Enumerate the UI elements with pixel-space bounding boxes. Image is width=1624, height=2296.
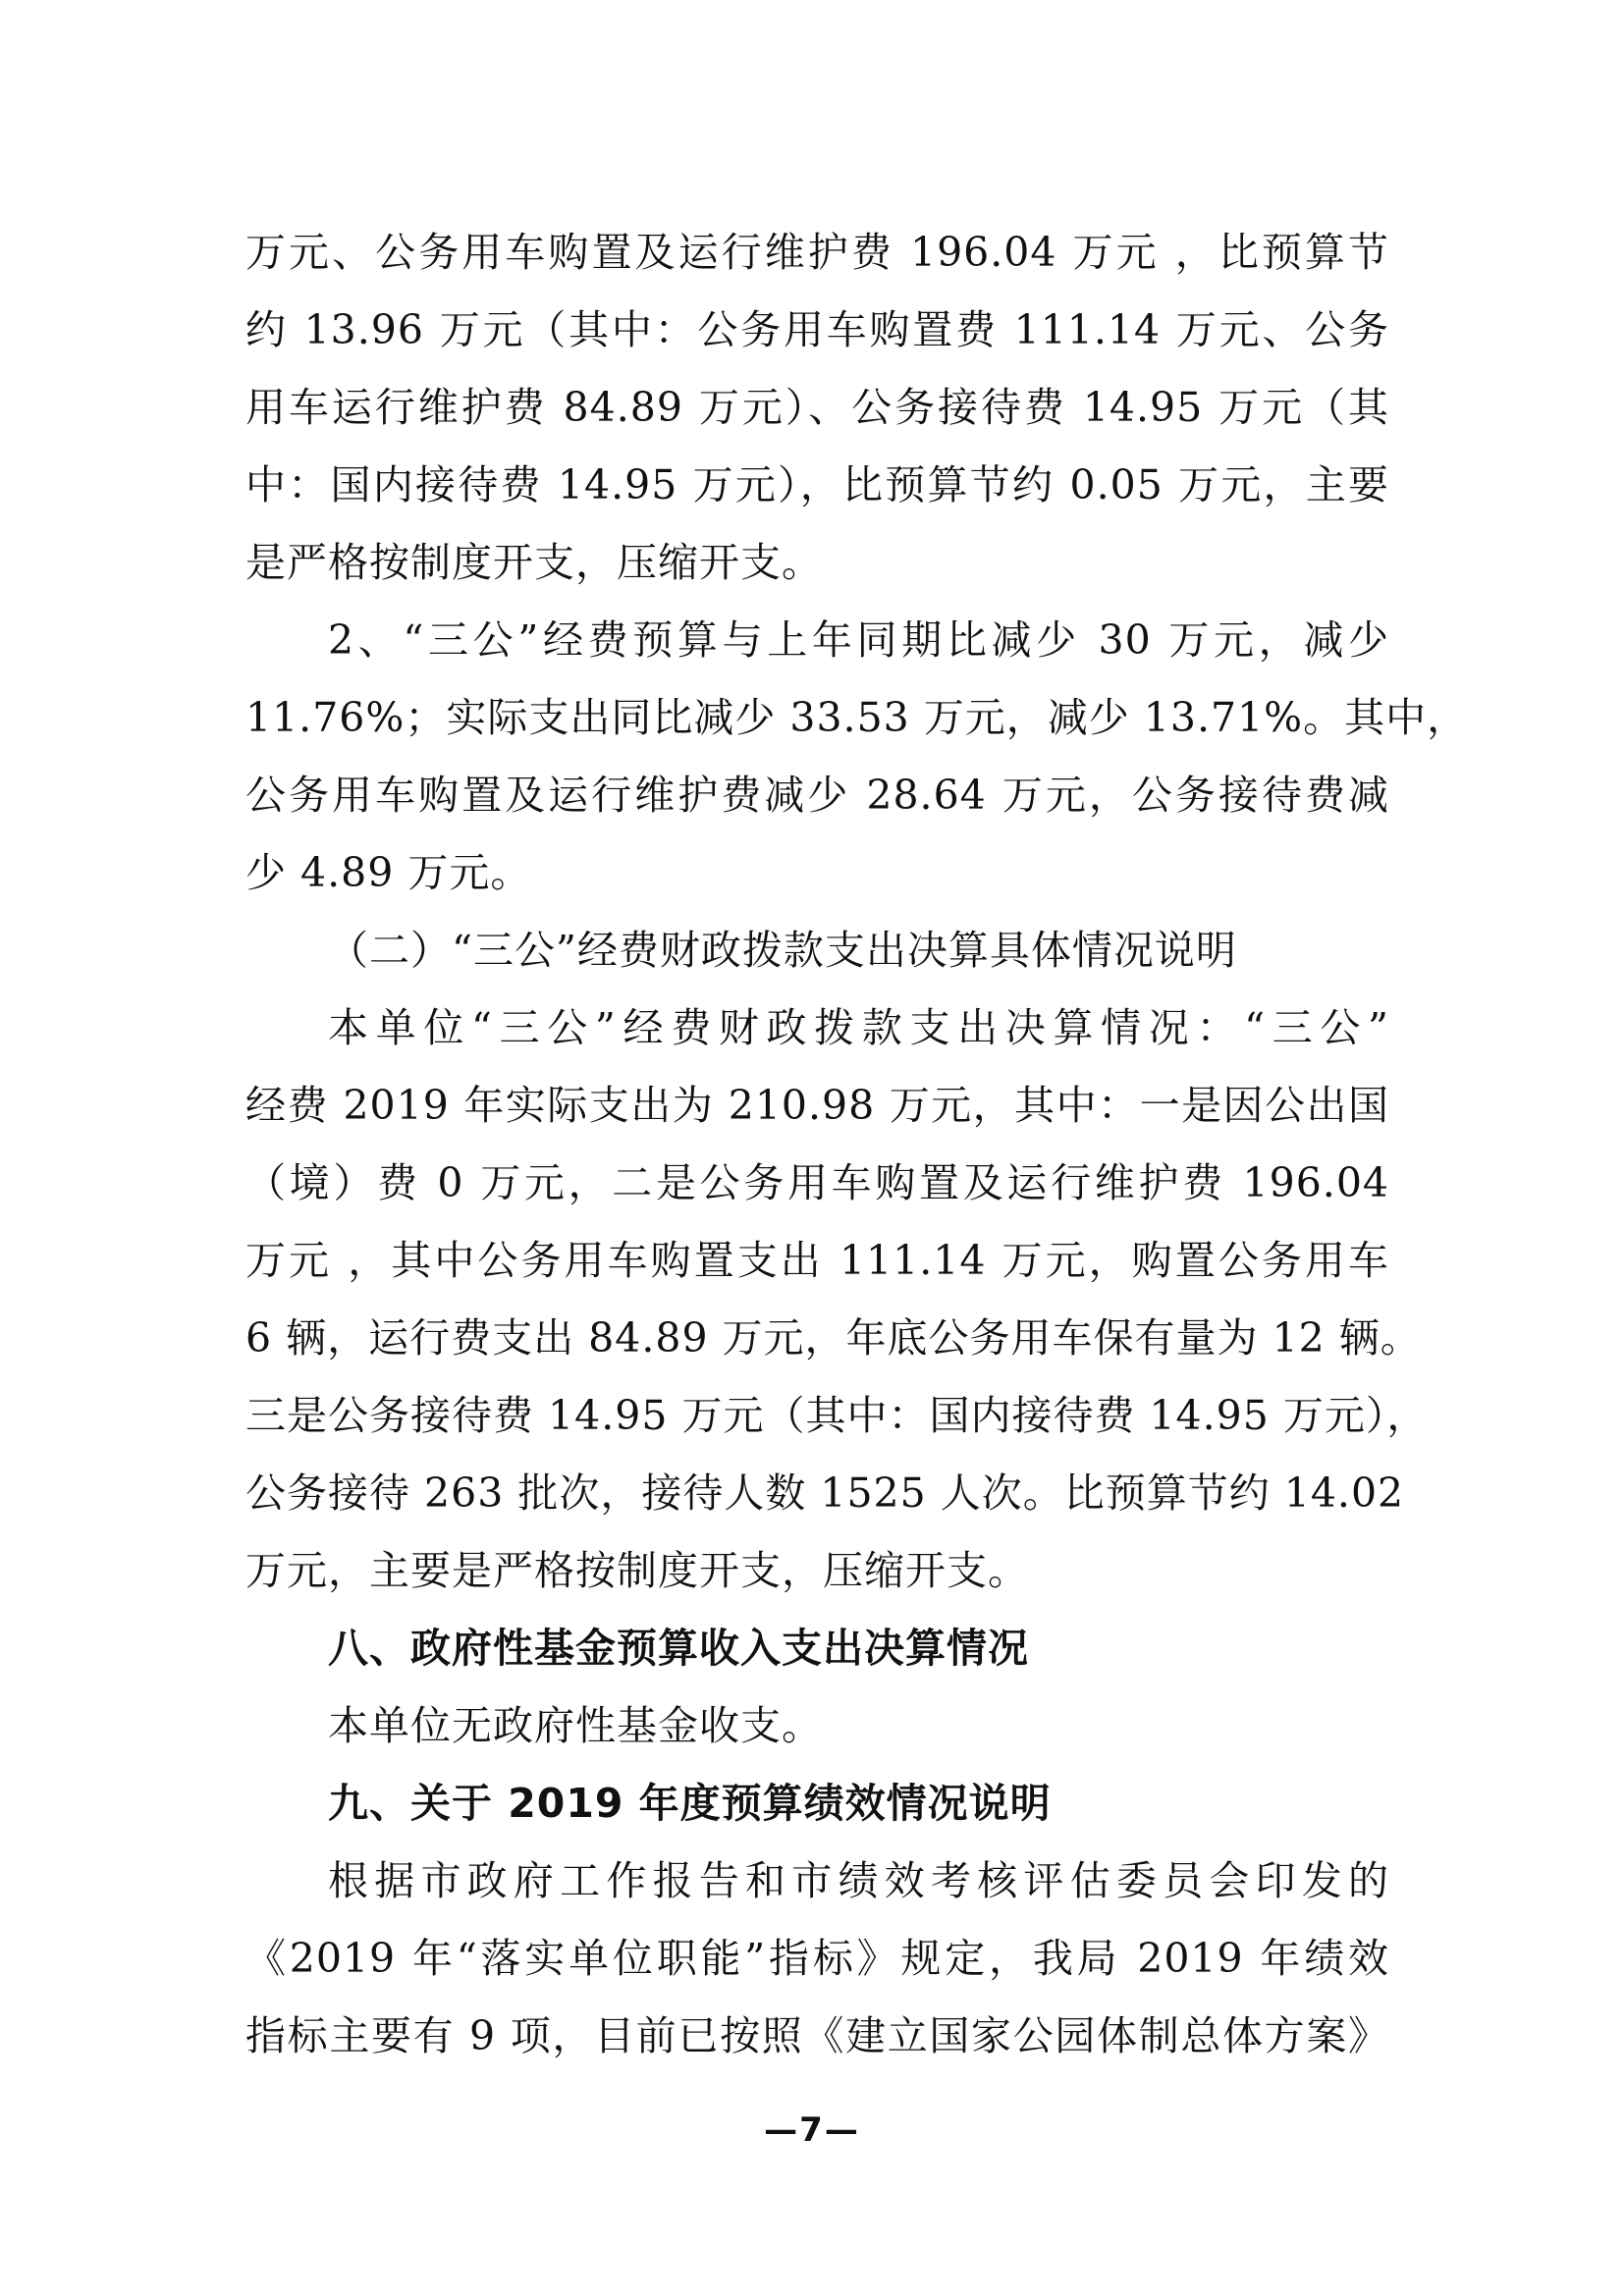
body-text-line: 根据市政府工作报告和市绩效考核评估委员会印发的 <box>328 1857 1389 1904</box>
body-text-line: 万元、公务用车购置及运行维护费 196.04 万元 ，比预算节 <box>245 229 1389 276</box>
body-text-line: 11.76%；实际支出同比减少 33.53 万元，减少 13.71%。其中， <box>245 694 1469 741</box>
body-text-line: 本单位“三公”经费财政拨款支出决算情况：“三公” <box>328 1004 1389 1051</box>
body-text-line: 经费 2019 年实际支出为 210.98 万元，其中：一是因公出国 <box>245 1082 1389 1129</box>
body-text-line: 少 4.89 万元。 <box>245 849 532 896</box>
document-body <box>245 214 1469 2075</box>
body-text-line: 万元，主要是严格按制度开支，压缩开支。 <box>245 1547 1029 1594</box>
body-text-line: 2、“三公”经费预算与上年同期比减少 30 万元，减少 <box>328 616 1389 664</box>
body-text-line: 约 13.96 万元（其中：公务用车购置费 111.14 万元、公务 <box>245 306 1389 353</box>
body-text-line: 中：国内接待费 14.95 万元），比预算节约 0.05 万元，主要 <box>245 461 1389 508</box>
body-text-line: 6 辆，运行费支出 84.89 万元，年底公务用车保有量为 12 辆。 <box>245 1314 1422 1362</box>
body-text-line: （境）费 0 万元，二是公务用车购置及运行维护费 196.04 <box>245 1159 1389 1206</box>
subsection-heading: （二）“三公”经费财政拨款支出决算具体情况说明 <box>328 927 1237 974</box>
page-number: —7— <box>764 2110 860 2150</box>
body-text-line: 是严格按制度开支，压缩开支。 <box>245 539 823 586</box>
body-text-line: 本单位无政府性基金收支。 <box>328 1702 823 1749</box>
body-text-line: 三是公务接待费 14.95 万元（其中：国内接待费 14.95 万元）， <box>245 1392 1429 1439</box>
section-heading: 八、政府性基金预算收入支出决算情况 <box>328 1625 1029 1672</box>
section-heading: 九、关于 2019 年度预算绩效情况说明 <box>328 1780 1052 1827</box>
body-text-line: 《2019 年“落实单位职能”指标》规定，我局 2019 年绩效 <box>245 1935 1389 1982</box>
body-text-line: 公务接待 263 批次，接待人数 1525 人次。比预算节约 14.02 <box>245 1469 1405 1517</box>
body-text-line: 公务用车购置及运行维护费减少 28.64 万元，公务接待费减 <box>245 772 1389 819</box>
body-text-line: 万元 ，其中公务用车购置支出 111.14 万元，购置公务用车 <box>245 1237 1389 1284</box>
body-text-line: 用车运行维护费 84.89 万元）、公务接待费 14.95 万元（其 <box>245 384 1389 431</box>
body-text-line: 指标主要有 9 项，目前已按照《建立国家公园体制总体方案》 <box>245 2012 1389 2059</box>
